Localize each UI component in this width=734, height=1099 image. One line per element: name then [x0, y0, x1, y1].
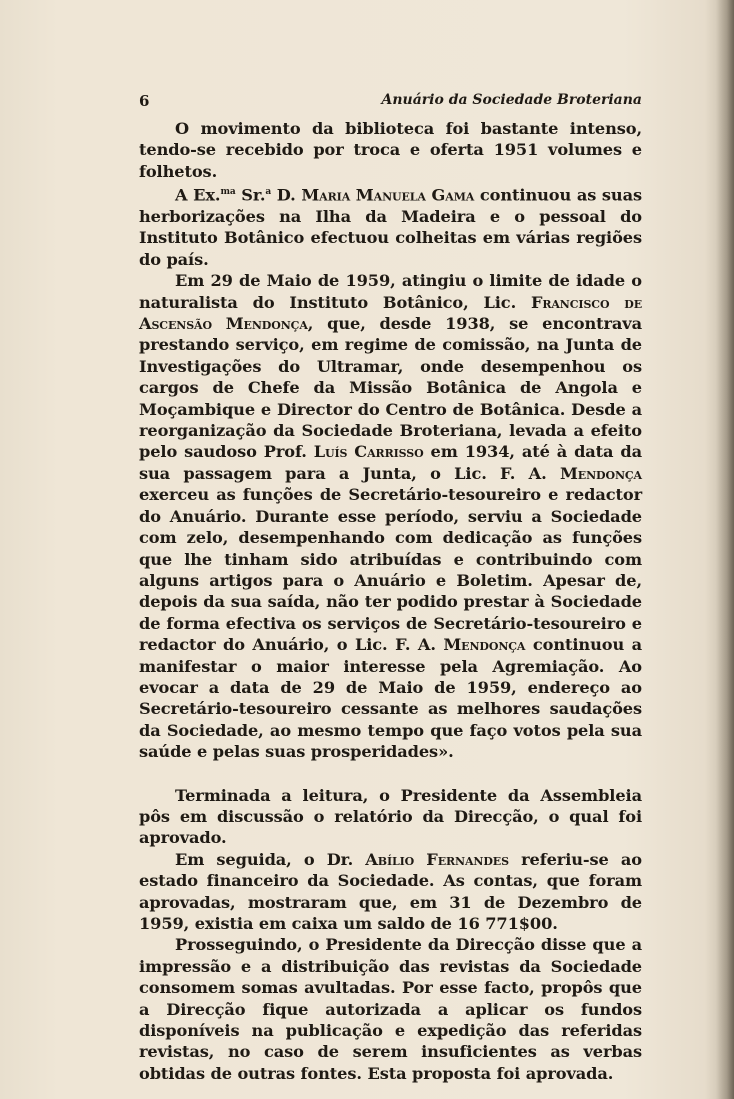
page-edge-shadow	[716, 0, 734, 1099]
paragraph-herborization: A Ex.$^{ma}$ Sr.$^a$ D. Maria Manuela Gama continuou as suas herborizações na Ilha da Madeira e o pessoal do Instituto Botânico efectuou colheitas em várias regiões do país.	[139, 185, 642, 269]
person-name: Luís Carrisso	[313, 442, 424, 462]
paragraph-library: O movimento da biblioteca foi bastante intenso, tendo-se recebido por troca e oferta 1951 volumes e folhetos.	[139, 119, 642, 181]
person-name: Abílio Fernandes	[365, 849, 509, 869]
page-header	[139, 92, 642, 114]
paragraph-finances: Em seguida, o Dr. Abílio Fernandes referiu-se ao estado financeiro da Sociedade. As contas, que foram aprovadas, mostraram que, em 31 de Dezembro de 1959, existia em caixa um saldo de 16 771$00.	[139, 849, 642, 934]
paragraph-proposal: Prosseguindo, o Presidente da Direcção disse que a impressão e a distribuição das revistas da Sociedade consomem somas avultadas. Por esse facto, propôs que a Direcção fique autorizada a aplicar os fundos disponíveis na publicação e expedição das referidas revistas, no caso de serem insuficientes as verbas obtidas de outras fontes. Esta proposta foi aprovada.	[139, 935, 642, 1083]
running-title: Anuário da Sociedade Broteriana	[381, 92, 642, 108]
page-number: 6	[139, 92, 150, 110]
person-name: Maria Manuela Gama	[301, 185, 475, 205]
body-text	[139, 118, 642, 1084]
person-name: Francisco de Ascensão Mendonça	[139, 292, 642, 334]
person-name: Mendonça	[559, 463, 642, 483]
paragraph-reading: Terminada a leitura, o Presidente da Assembleia pôs em discussão o relatório da Direcção, o qual foi aprovado.	[139, 785, 642, 848]
person-name: Mendonça	[443, 635, 526, 655]
paragraph-mendonca: Em 29 de Maio de 1959, atingiu o limite de idade o naturalista do Instituto Botânico, Lic. Francisco de Ascensão Mendonça, que, desde 1938, se encontrava prestando serviço, em regime de comissão, na Junta de Investigações do Ultramar, onde desempenhou os cargos de Chefe da Missão Botânica de Angola e Moçambique e Director do Centro de Botânica. Desde a reorganização da Sociedade Broteriana, levada a efeito pelo saudoso Prof. Luís Carrisso em 1934, até à data da sua passagem para a Junta, o Lic. F. A. Mendonça exerceu as funções de Secretário-tesoureiro e redactor do Anuário. Durante esse período, serviu a Sociedade com zelo, desempenhando com dedicação as funções que lhe tinham sido atribuídas e contribuindo com alguns artigos para o Anuário e Boletim. Apesar de, depois da sua saída, não ter podido prestar à Sociedade de forma efectiva os serviços de Secretário-tesoureiro e redactor do Anuário, o Lic. F. A. Mendonça continuou a manifestar o maior interesse pela Agremiação. Ao evocar a data de 29 de Maio de 1959, endereço ao Secretário-tesoureiro cessante as melhores saudações da Sociedade, ao mesmo tempo que faço votos pela sua saúde e pelas suas prosperidades».	[139, 271, 642, 762]
